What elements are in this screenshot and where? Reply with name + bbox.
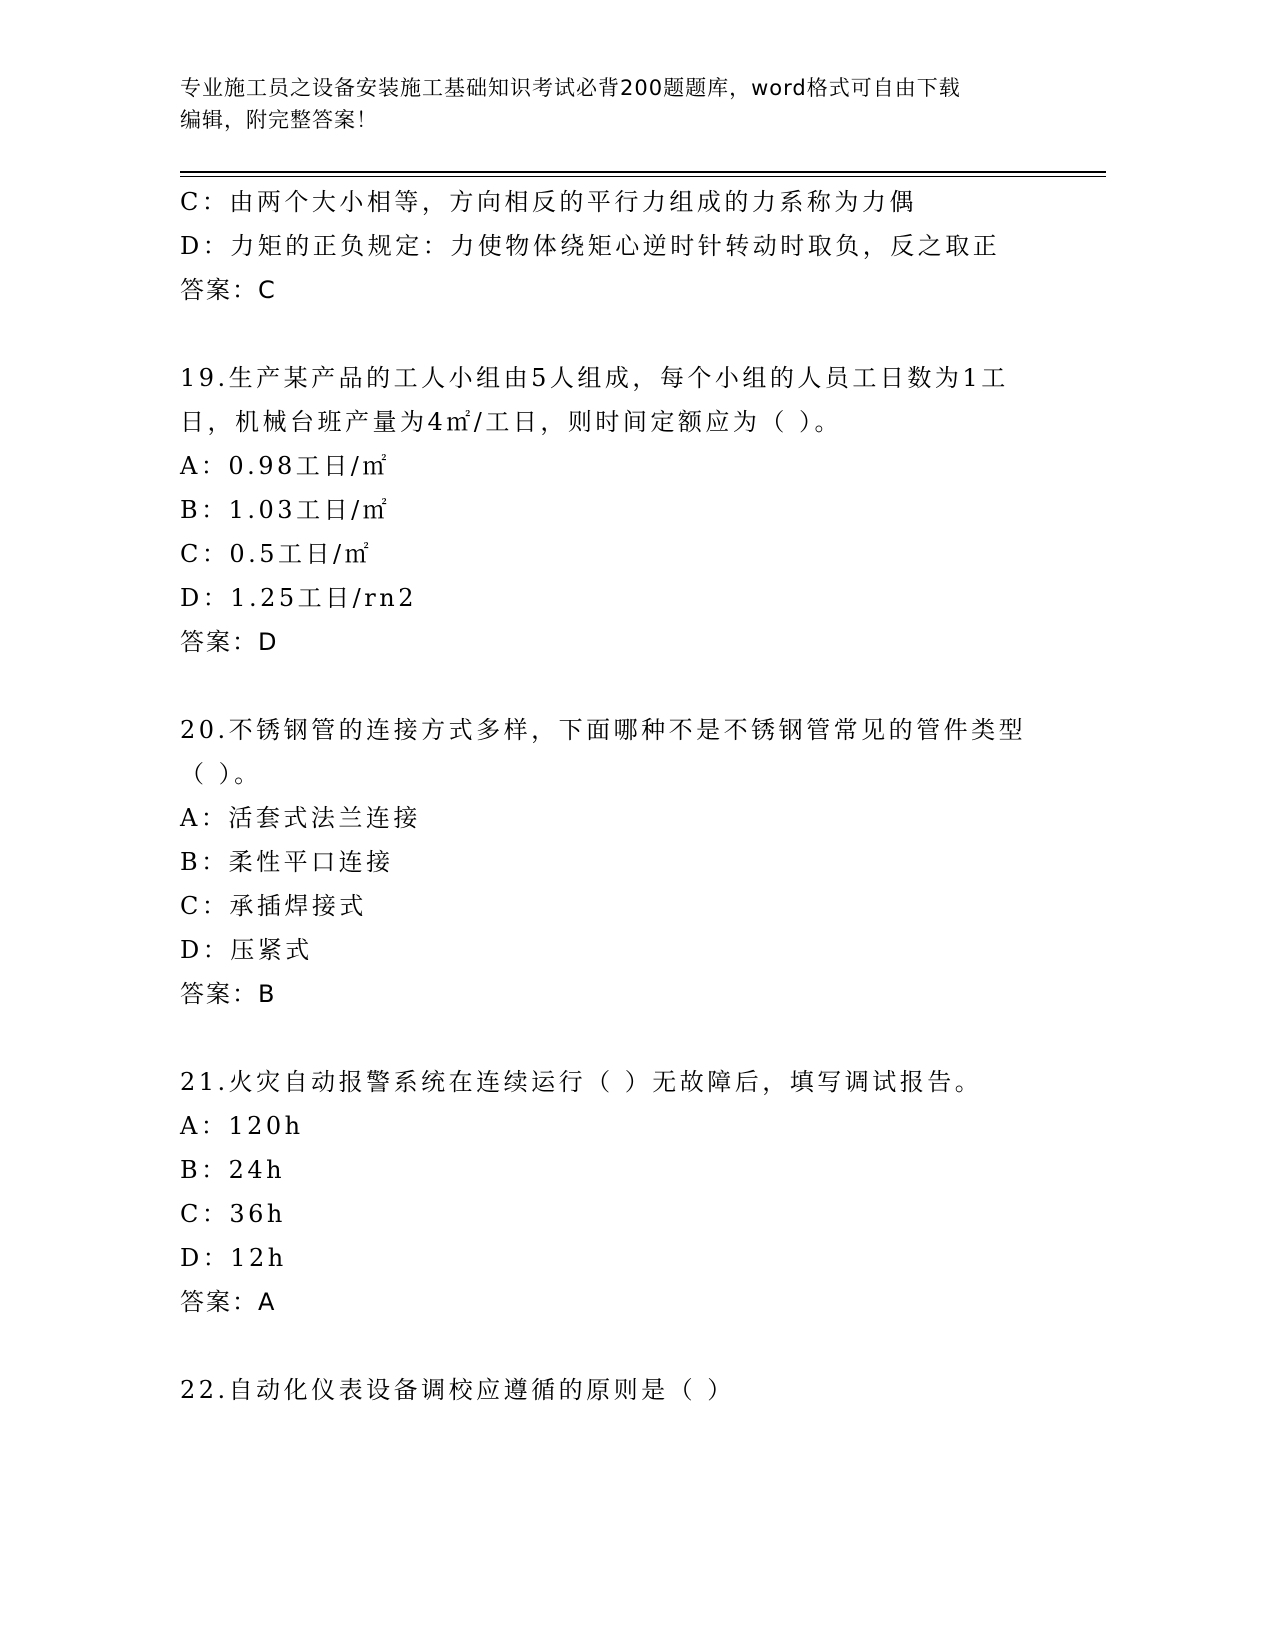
option-b: B：1.03工日/㎡ — [180, 496, 391, 524]
option-c: C：承插焊接式 — [180, 892, 367, 920]
option-d: D：1.25工日/rn2 — [180, 584, 417, 612]
option-c: C：由两个大小相等，方向相反的平行力组成的力系称为力偶 — [180, 188, 917, 216]
answer-line: 答案：A — [180, 1288, 277, 1316]
option-b: B：柔性平口连接 — [180, 848, 394, 876]
question-stem: 21.火灾自动报警系统在连续运行（ ）无故障后，填写调试报告。 — [180, 1068, 983, 1096]
option-d: D：压紧式 — [180, 936, 313, 964]
option-a: A：0.98工日/㎡ — [180, 452, 390, 480]
question-20 — [180, 708, 1080, 1016]
header-divider-thin — [180, 176, 1106, 177]
header-title-line1: 专业施工员之设备安装施工基础知识考试必背200题题库，word格式可自由下载 — [180, 76, 961, 100]
question-19 — [180, 356, 1080, 664]
question-18-tail — [180, 180, 1080, 312]
spacer — [180, 664, 1080, 708]
answer-line: 答案：B — [180, 980, 277, 1008]
answer-line: 答案：C — [180, 276, 277, 304]
option-a: A：活套式法兰连接 — [180, 804, 421, 832]
spacer — [180, 1324, 1080, 1368]
question-stem: 20.不锈钢管的连接方式多样，下面哪种不是不锈钢管常见的管件类型 — [180, 716, 1027, 744]
header-divider-thick — [180, 171, 1106, 173]
question-22 — [180, 1368, 1080, 1412]
question-stem-continued: （ ）。 — [180, 760, 262, 788]
option-d: D：12h — [180, 1244, 287, 1272]
option-d: D：力矩的正负规定：力使物体绕矩心逆时针转动时取负，反之取正 — [180, 232, 1001, 260]
question-stem: 22.自动化仪表设备调校应遵循的原则是（ ） — [180, 1376, 735, 1404]
header-title-line2: 编辑，附完整答案！ — [180, 108, 378, 132]
document-body — [180, 180, 1080, 1412]
question-stem: 19.生产某产品的工人小组由5人组成，每个小组的人员工日数为1工 — [180, 364, 1009, 392]
answer-line: 答案：D — [180, 628, 279, 656]
question-21 — [180, 1060, 1080, 1324]
document-header — [180, 72, 1060, 136]
option-c: C：36h — [180, 1200, 286, 1228]
spacer — [180, 312, 1080, 356]
option-b: B：24h — [180, 1156, 286, 1184]
option-a: A：120h — [180, 1112, 304, 1140]
spacer — [180, 1016, 1080, 1060]
question-stem-continued: 日，机械台班产量为4㎡/工日，则时间定额应为（ ）。 — [180, 408, 842, 436]
option-c: C：0.5工日/㎡ — [180, 540, 373, 568]
